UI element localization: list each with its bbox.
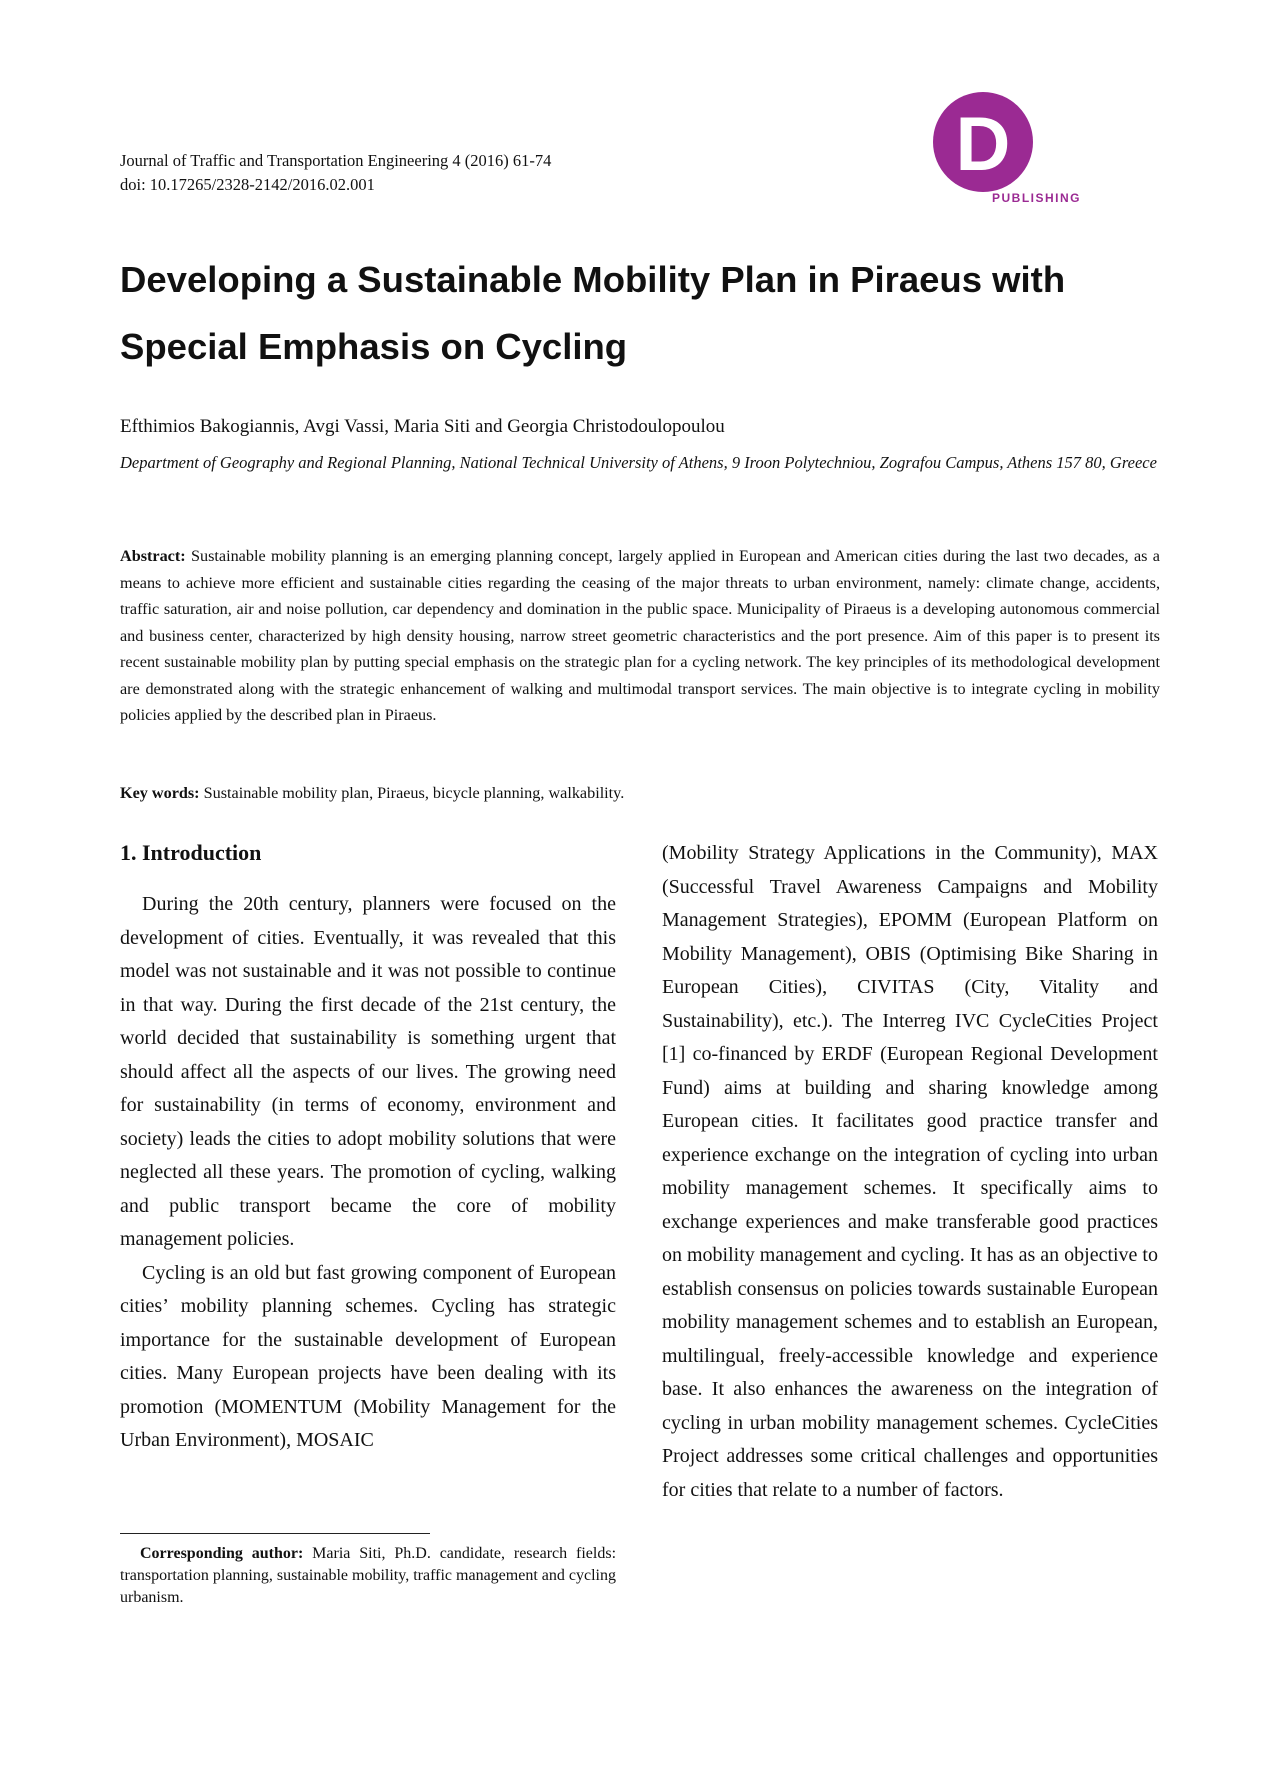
- logo-letter: D: [955, 102, 1011, 187]
- keywords-text: Sustainable mobility plan, Piraeus, bicycle planning, walkability.: [203, 784, 625, 802]
- section-heading: 1. Introduction: [120, 840, 262, 865]
- intro-paragraph: During the 20th century, planners were focused on the development of cities. Eventually, it was revealed that this model was not sustainable and it was not possible to continue in that way. During the first decade of the 21st century, the world decided that sustainability is something urgent that should affect all the aspects of our lives. The growing need for sustainability (in terms of economy, environment and society) leads the cities to adopt mobility solutions that were neglected all these years. The promotion of cycling, walking and public transport became the core of mobility management policies.: [120, 893, 616, 1250]
- left-column: [120, 888, 616, 1458]
- keywords: [120, 780, 1160, 807]
- footnote-text: Maria Siti, Ph.D. candidate, research fields: transportation planning, sustainable mobility, traffic management and cycling urbanism.: [120, 1545, 617, 1606]
- footnote-label: Corresponding author:: [140, 1545, 304, 1562]
- journal-header: [120, 149, 551, 197]
- publisher-logo: [920, 92, 1170, 217]
- journal-doi: doi: 10.17265/2328-2142/2016.02.001: [120, 175, 375, 194]
- footnote-divider: [120, 1533, 430, 1534]
- keywords-label: Key words:: [120, 784, 200, 802]
- paper-title: Developing a Sustainable Mobility Plan in Piraeus with Special Emphasis on Cycling: [120, 259, 1066, 367]
- intro-paragraph: Cycling is an old but fast growing component of European cities’ mobility planning schemes. Cycling has strategic importance for the sustainable development of European cities. Many European projects have been dealing with its promotion (MOMENTUM (Mobility Management for the Urban Environment), MOSAIC: [120, 1261, 616, 1451]
- abstract-text: Sustainable mobility planning is an emerging planning concept, largely applied in European and American cities during the last two decades, as a means to achieve more efficient and sustainable cities regarding the ceasing of the major threats to urban environment, namely: climate change, accidents, traffic saturation, air and noise pollution, car dependency and domination in the public space. Municipality of Piraeus is a developing autonomous commercial and business center, characterized by high density housing, narrow street geometric characteristics and the port presence. Aim of this paper is to present its recent sustainable mobility plan by putting special emphasis on the strategic plan for a cycling network. The key principles of its methodological development are demonstrated along with the strategic enhancement of walking and multimodal transport services. The main objective is to integrate cycling in mobility policies applied by the described plan in Piraeus.: [120, 547, 1160, 724]
- logo-word-left: DAVID: [940, 191, 984, 205]
- abstract: [120, 543, 1160, 729]
- journal-citation: Journal of Traffic and Transportation Engineering 4 (2016) 61-74: [120, 151, 552, 170]
- abstract-label: Abstract:: [120, 547, 186, 565]
- authors: Efthimios Bakogiannis, Avgi Vassi, Maria Siti and Georgia Christodoulopoulou: [120, 416, 725, 437]
- logo-word-right: PUBLISHING: [992, 191, 1082, 205]
- footnote: [120, 1543, 616, 1609]
- right-column: [662, 837, 1158, 1507]
- intro-paragraph-continued: (Mobility Strategy Applications in the Community), MAX (Successful Travel Awareness Campaigns and Mobility Management Strategies), EPOMM (European Platform on Mobility Management), OBIS (Optimising Bike Sharing in European Cities), CIVITAS (City, Vitality and Sustainability), etc.). The Interreg IVC CycleCities Project [1] co-financed by ERDF (European Regional Development Fund) aims at building and sharing knowledge among European cities. It facilitates good practice transfer and experience exchange on the integration of cycling into urban mobility management schemes. It specifically aims to exchange experiences and make transferable good practices on mobility management and cycling. It has as an objective to establish consensus on policies towards sustainable European mobility management schemes and to establish an European, multilingual, freely-accessible knowledge and experience base. It also enhances the awareness on the integration of cycling in urban mobility management schemes. CycleCities Project addresses some critical challenges and opportunities for cities that relate to a number of factors.: [662, 842, 1158, 1501]
- affiliation: Department of Geography and Regional Planning, National Technical University of Athens, 9 Iroon Polytechniou, Zografou Campus, Athens 157 80, Greece: [120, 453, 1157, 472]
